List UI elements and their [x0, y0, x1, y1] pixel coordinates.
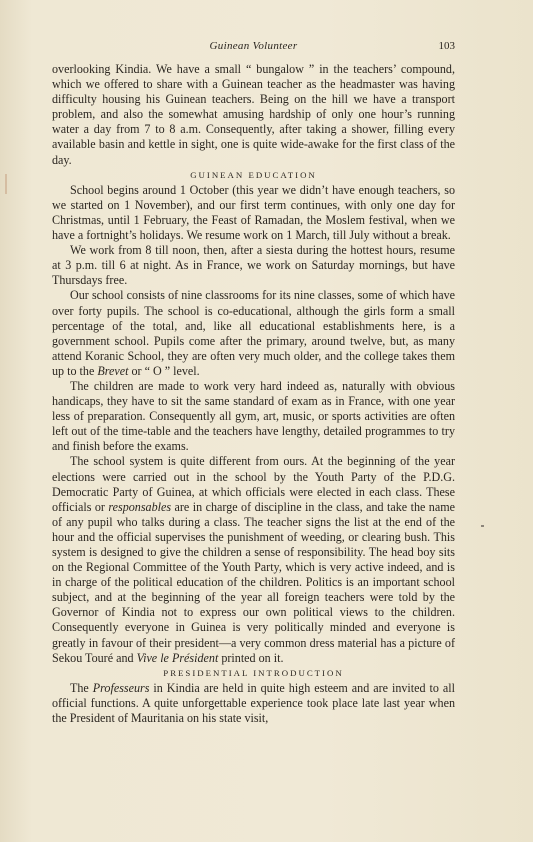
paragraph-children-work: The children are made to work very hard indeed as, naturally with obvious handicaps, they have to sit the same standard of exam as in France, with one year less of preparation. Consequently all gym, art, music, or sports activities are often left out of the time-table and the teachers have lengthy, detailed programmes to try and finish before the exams.	[52, 378, 455, 454]
page-header	[52, 40, 455, 56]
page-number: 103	[438, 40, 455, 52]
text-run: printed on it.	[218, 650, 284, 665]
margin-dot	[481, 525, 484, 527]
italic-brevet: Brevet	[97, 363, 129, 378]
section-heading-guinean-education: GUINEAN EDUCATION	[190, 169, 317, 180]
text-run: are in charge of discipline in the class, and take the name of any pupil who talks during a class. The teacher signs the list at the end of the hour and the official supervises the punishment of weeding, or clearing bush. This system is designed to give the children a sense of responsibility. The head boy sits on the Regional Committee of the Youth Party, which is very active indeed, and is in charge of the political education of the children. Politics is an important school subject, and at the beginning of the year all foreign teachers were told by the Governor of Kindia not to express our own political views to the children. Consequently everyone in Guinea is very politically minded and everyone is greatly in favour of their president—a very common dress material has a picture of Sekou Touré and	[52, 499, 455, 665]
paragraph-school-system	[52, 454, 455, 665]
paragraph-school-consists	[52, 288, 455, 379]
italic-professeurs: Professeurs	[92, 680, 150, 695]
section-heading-presidential-introduction: PRESIDENTIAL INTRODUCTION	[163, 667, 344, 678]
paragraph-continuation: overlooking Kindia. We have a small “ bungalow ” in the teachers’ compound, which we offered to share with a Guinean teacher as the headmaster was having difficulty housing his Guinean teachers. Being on the hill we have a transport problem, and also the somewhat amusing hardship of only one hour’s running water a day from 7 to 8 a.m. Consequently, after taking a shower, filling every available basin and kettle in sight, one is quite wide-awake for the first class of the day.	[52, 62, 455, 167]
text-run: The school system is quite different from ours. At the beginning of the year elections were carried out in the school by the Youth Party of the P.D.G. Democratic Party of Guinea, at which officials were elected in each class. These officials or	[52, 454, 455, 514]
paragraph-professeurs	[52, 681, 455, 726]
text-run: The	[70, 680, 93, 695]
margin-mark	[5, 174, 7, 194]
paragraph-work-hours: We work from 8 till noon, then, after a siesta during the hottest hours, resume at 3 p.m. till 6 at night. As in France, we work on Saturday mornings, but have Thursdays free.	[52, 243, 455, 288]
italic-vive-le-president: Vive le Président	[136, 650, 219, 665]
text-run: Our school consists of nine classrooms for its nine classes, some of which have over forty pupils. The school is co-educational, although the girls form a small percentage of the total, and, like all educational establishments here, is a government school. Pupils come after the primary, around twelve, but, as many attend Koranic School, they are often very much older, and the college takes them up to the	[52, 288, 455, 378]
running-head: Guinean Volunteer	[209, 40, 298, 52]
text-run: in Kindia are held in quite high esteem and are invited to all official functions. A quite unforgettable experience took place late last year when the President of Mauritania on his state visit,	[52, 680, 455, 726]
page-body	[52, 62, 455, 726]
text-run: or “ O ” level.	[128, 363, 200, 378]
paragraph-school-begins: School begins around 1 October (this year we didn’t have enough teachers, so we started on 1 November), and our first term continues, with only one day for Christmas, until 1 February, the Feast of Ramadan, the Moslem festival, when we have a fortnight’s holidays. We resume work on 1 March, till July without a break.	[52, 182, 455, 243]
italic-responsables: responsables	[108, 499, 172, 514]
